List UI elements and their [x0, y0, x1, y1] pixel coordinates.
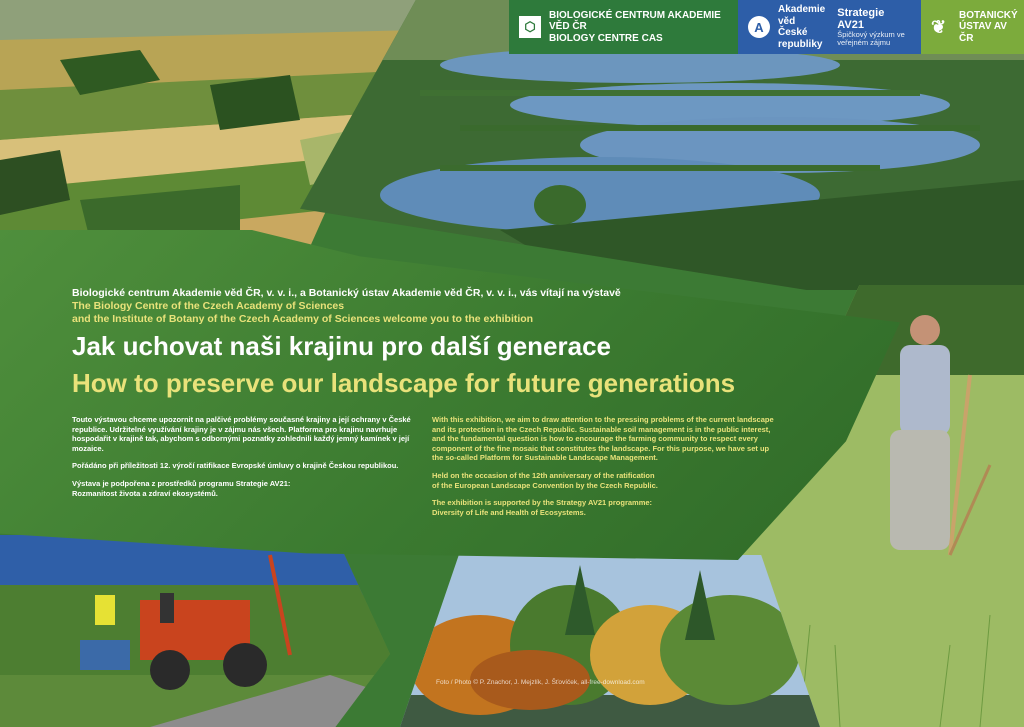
body-cz-p3-line2: Rozmanitost života a zdraví ekosystémů. — [72, 488, 218, 498]
academy-logo-bar[interactable] — [738, 0, 921, 54]
biology-centre-logo-bar[interactable] — [509, 0, 738, 54]
body-cz-p2: Pořádáno při příležitosti 12. výročí ratifikace Evropské úmluvy o krajině Českou republikou. — [72, 461, 399, 471]
body-column-cz — [72, 415, 422, 506]
body-en-p2-line1: Held on the occasion of the 12th anniversary of the ratification — [432, 470, 655, 480]
bc-title-cz: BIOLOGICKÉ CENTRUM AKADEMIE VĚD ČR — [549, 9, 721, 33]
autumn-forest-photo — [400, 555, 820, 727]
body-en-p3 — [432, 498, 782, 517]
tractor-vineyard-photo — [0, 535, 390, 727]
title-en: How to preserve our landscape for future generations — [72, 368, 736, 398]
body-en-p3-line1: The exhibition is supported by the Strategy AV21 programme: — [432, 498, 653, 508]
academy-logo-icon: A — [748, 16, 770, 38]
intro-en-line2: and the Institute of Botany of the Czech Academy of Sciences welcome you to the exhibition — [72, 313, 534, 325]
body-column-en — [432, 415, 782, 525]
av-line2: České republiky — [778, 27, 823, 50]
title-cz: Jak uchovat naši krajinu pro další generace — [72, 331, 611, 361]
body-en-p2 — [432, 471, 782, 490]
body-en-p1: With this exhibition, we aim to draw attention to the pressing problems of the current landscape and its protection in the Czech Republic. Sustainable soil management is in the public interest, and the fundamental question is how to encourage the farming community to respect every component of the fine mosaic that constitutes the landscape. For this purpose, we have set up the so-called Platform for Sustainable Landscape Management. — [432, 415, 774, 463]
body-cz-p3-line1: Výstava je podpořena z prostředků programu Strategie AV21: — [72, 478, 291, 488]
intro-en-line1: The Biology Centre of the Czech Academy of Sciences — [72, 300, 345, 312]
strategy-title: Strategie AV21 — [837, 6, 885, 31]
body-cz-p3 — [72, 479, 422, 498]
body-cz-p1: Touto výstavou chceme upozornit na palčivé problémy současné krajiny a její ochrany v České republice. Udržitelné využívání krajiny je v zájmu nás všech. Platforma pro krajinu navrhuje hospodařit v krajině tak, abychom s odbornými poznatky zohlednili každý jemný kamínek v její mozaice. — [72, 415, 411, 453]
body-en-p3-line2: Diversity of Life and Health of Ecosystems. — [432, 507, 586, 517]
biology-centre-logo-icon: ⬡ — [519, 16, 541, 38]
av-line1: Akademie věd — [778, 4, 826, 27]
bc-title-en: BIOLOGY CENTRE CAS — [549, 32, 663, 44]
leaf-logo-icon: ❦ — [931, 16, 947, 37]
photo-credit: Foto / Photo © P. Znachor, J. Mejzlík, J. Šťovíček, all-free-download.com — [436, 679, 645, 686]
body-en-p2-line2: of the European Landscape Convention by the Czech Republic. — [432, 480, 658, 490]
bu-line2: ÚSTAV AV ČR — [959, 21, 1007, 44]
botany-institute-logo-bar[interactable] — [921, 0, 1024, 54]
strategy-subtitle: Špičkový výzkum ve veřejném zájmu — [837, 29, 905, 48]
intro-cz: Biologické centrum Akademie věd ČR, v. v. i., a Botanický ústav Akademie věd ČR, v. v. i., vás vítají na výstavě — [72, 287, 621, 299]
bu-line1: BOTANICKÝ — [959, 9, 1018, 21]
